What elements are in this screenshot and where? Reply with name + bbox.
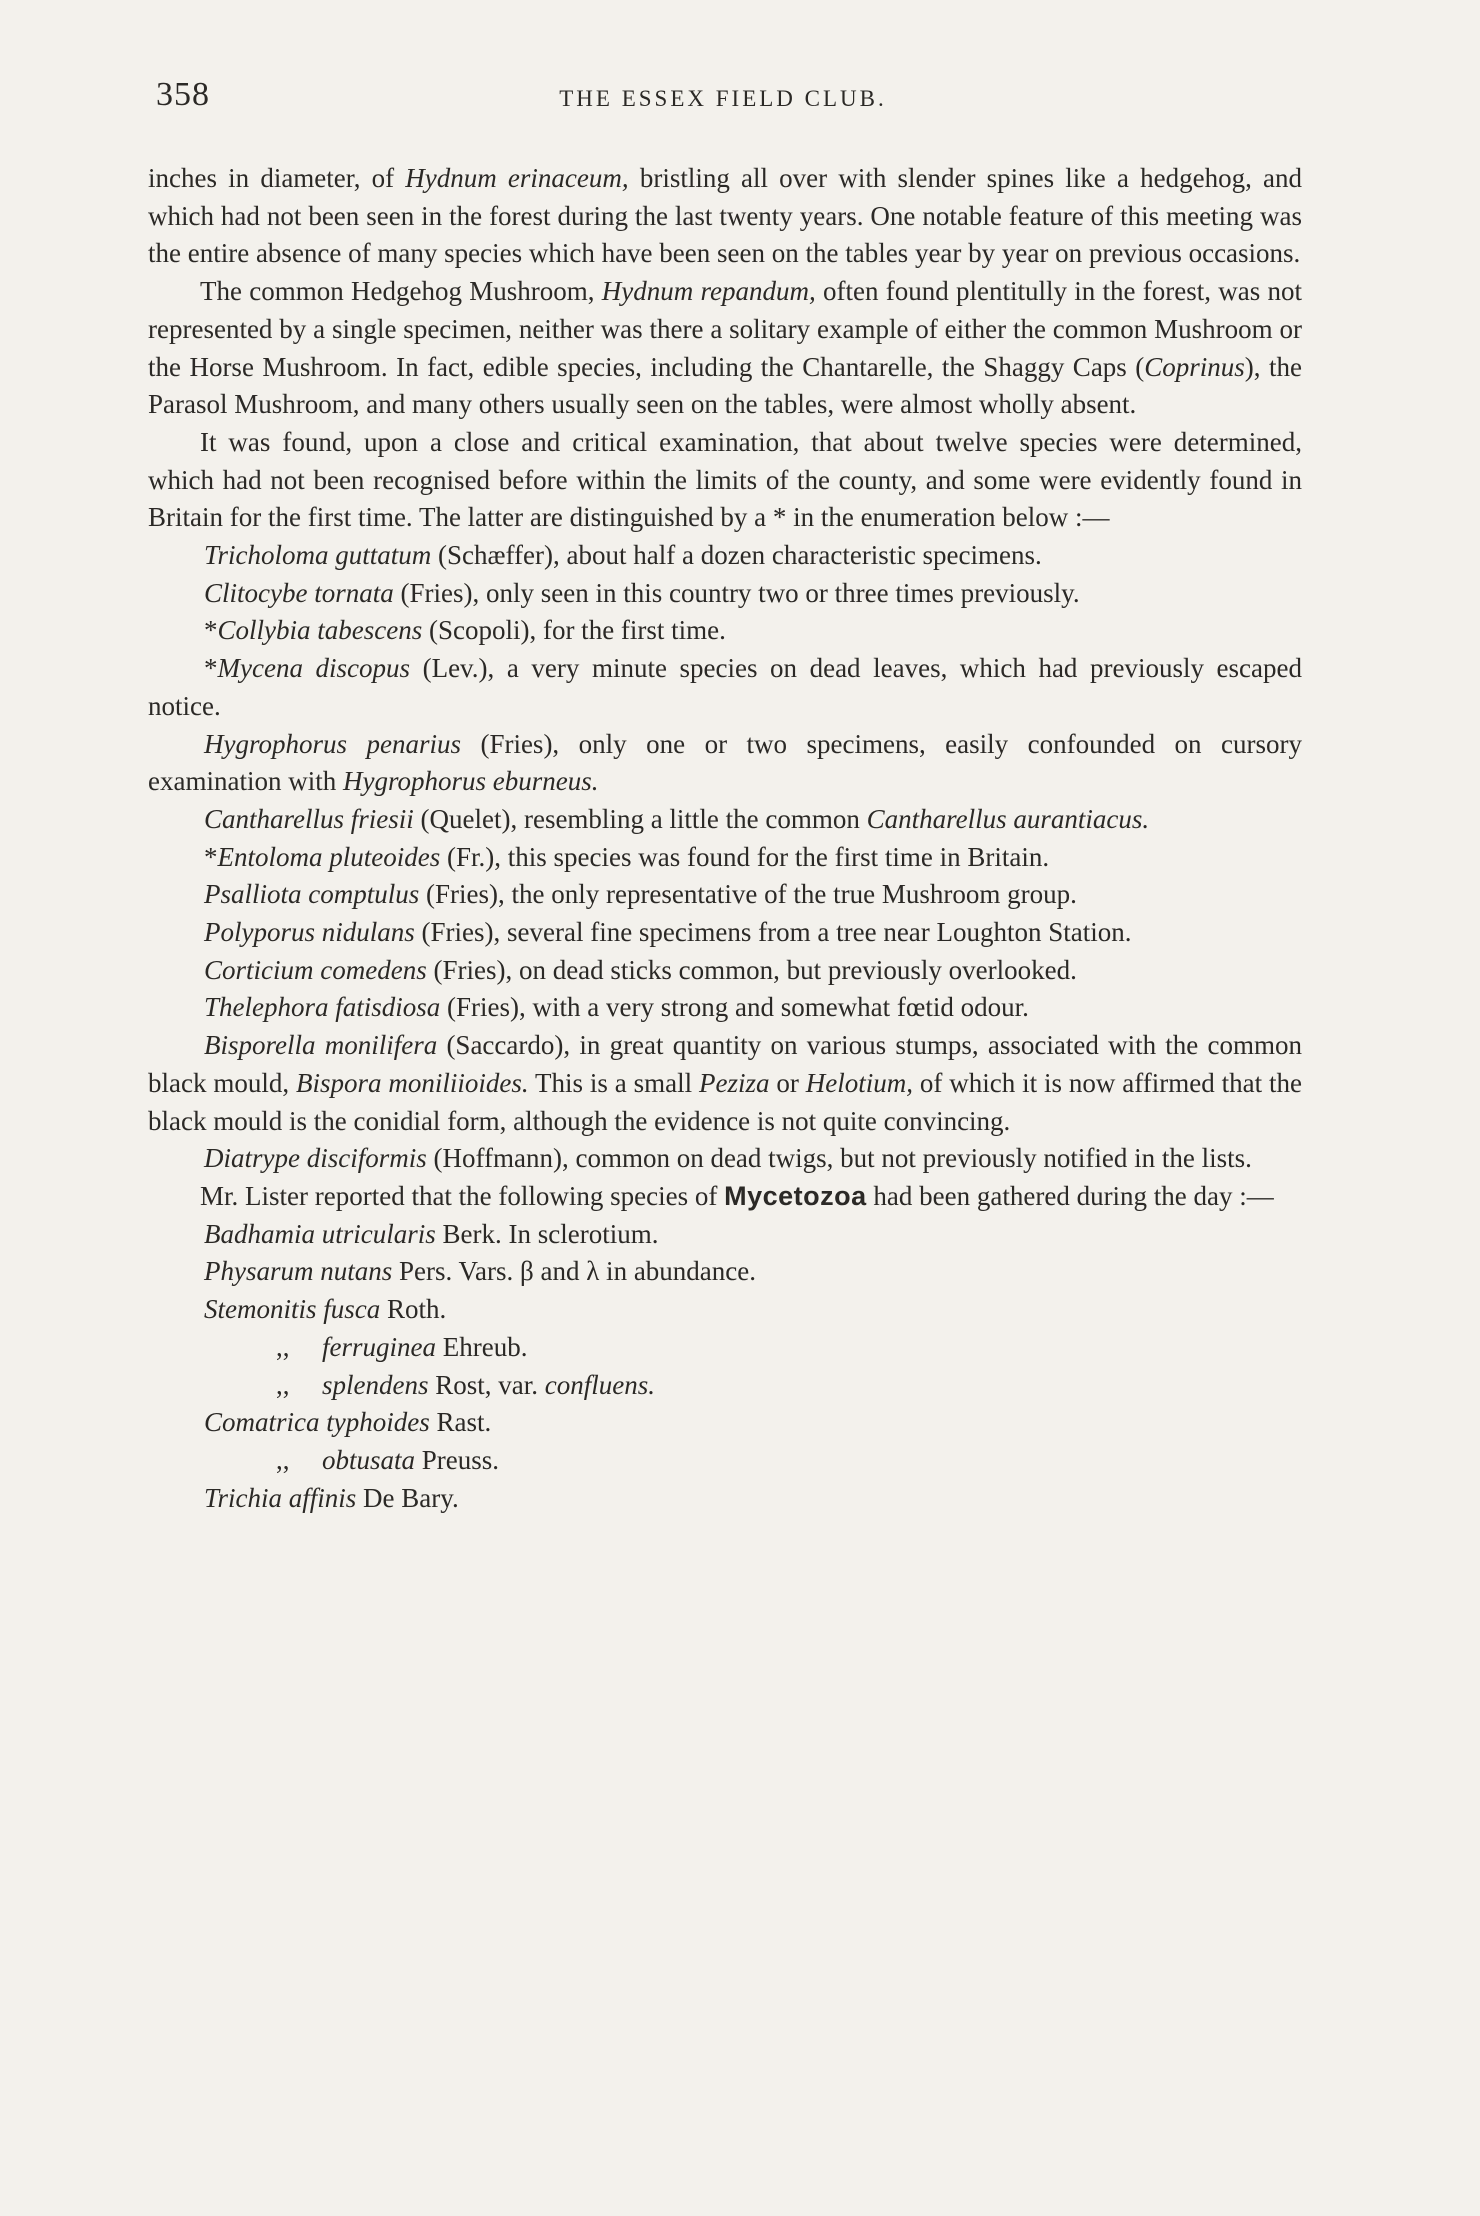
- species-list: [148, 537, 1302, 1178]
- species-entry: [148, 989, 1302, 1027]
- species-name: Diatrype disciformis: [204, 1143, 427, 1174]
- species-entry: [148, 1027, 1302, 1140]
- species-name: Comatrica typhoides: [204, 1407, 430, 1438]
- paragraph-mycetozoa-intro: [148, 1178, 1302, 1216]
- species-note: (Quelet), resembling a little the common: [413, 803, 867, 834]
- species-entry: [148, 726, 1302, 801]
- species-note: (Lev.), a very minute species on dead leaves, which had previously escaped notice.: [148, 653, 1302, 721]
- species-name: Coprinus: [1144, 351, 1245, 382]
- species-note: Rost, var.: [428, 1369, 545, 1400]
- species-entry: [148, 1140, 1302, 1178]
- species-name: Mycena discopus: [217, 653, 411, 684]
- paragraph-hydnum-erinaceum: [148, 160, 1302, 273]
- paragraph-hedgehog-mushroom: [148, 273, 1302, 424]
- species-entry: [148, 839, 1302, 877]
- species-name: Hydnum erinaceum,: [405, 163, 629, 193]
- text-run: inches in diameter, of: [148, 163, 406, 193]
- species-name: ferruginea: [322, 1331, 436, 1362]
- mycetozoa-item: [148, 1367, 1302, 1405]
- mycetozoa-item: [148, 1480, 1302, 1518]
- species-note: (Schæffer), about half a dozen characteristic specimens.: [431, 540, 1042, 571]
- species-name: obtusata: [322, 1444, 416, 1475]
- species-entry: [148, 575, 1302, 613]
- species-note: (Fr.), this species was found for the first time in Britain.: [440, 841, 1050, 872]
- species-name: Hydnum repandum,: [601, 276, 816, 307]
- page-number: 358: [156, 76, 210, 113]
- species-note: Pers. Vars. β and λ in abundance.: [392, 1256, 756, 1287]
- paragraph-new-species-intro: It was found, upon a close and critical examination, that about twelve species were determined, which had not been recognised before within the limits of the county, and some were evidently found in Britain for the first time. The latter are distinguished by a * in the enumeration below :—: [148, 426, 1302, 533]
- species-note: (Fries), with a very strong and somewhat fœtid odour.: [440, 992, 1029, 1023]
- species-name: Bispora moniliioides.: [295, 1067, 529, 1098]
- species-note: Preuss.: [415, 1444, 500, 1475]
- species-note: Berk. In sclerotium.: [435, 1218, 659, 1249]
- mycetozoa-item: [148, 1253, 1302, 1291]
- species-note: Ehreub.: [436, 1331, 528, 1362]
- species-name: Hygrophorus penarius: [204, 728, 461, 759]
- species-note: (Scopoli), for the first time.: [422, 615, 726, 646]
- group-name: Mycetozoa: [724, 1180, 867, 1211]
- species-entry: [148, 612, 1302, 650]
- species-name: Polyporus nidulans: [204, 917, 415, 948]
- species-note: of which it is now affirmed that the black mould is the conidial form, although the evidence is not quite convincing.: [148, 1067, 1302, 1136]
- species-note: (Fries), on dead sticks common, but previously overlooked.: [426, 954, 1077, 985]
- species-entry: [148, 537, 1302, 575]
- species-name: Entoloma pluteoides: [217, 841, 441, 872]
- text-run: The common Hedgehog Mushroom,: [200, 276, 602, 307]
- species-name: Clitocybe tornata: [204, 577, 394, 608]
- species-entry: [148, 914, 1302, 952]
- text-run: ), the Parasol Mushroom, and many others usually seen on the tables, were almost wholly absent.: [148, 351, 1302, 420]
- mycetozoa-item: [148, 1442, 1302, 1480]
- mycetozoa-item: [148, 1216, 1302, 1254]
- page-header: [148, 76, 1298, 120]
- species-name: splendens: [322, 1369, 429, 1400]
- species-note: De Bary.: [356, 1482, 459, 1513]
- species-name: Psalliota comptulus: [204, 879, 420, 910]
- species-name: Stemonitis fusca: [204, 1294, 381, 1325]
- species-name: confluens.: [544, 1369, 655, 1400]
- species-note: (Hoffmann), common on dead twigs, but not previously notified in the lists.: [426, 1143, 1252, 1174]
- species-note: (Fries), only one or two specimens, easily confounded on cursory examination with: [148, 728, 1302, 797]
- mycetozoa-list: [148, 1216, 1302, 1518]
- text-run: often found plentitully in the forest, was not represented by a single specimen, neither was there a solitary example of either the common Mushroom or the Horse Mushroom. In fact, edible species, including the Chantarelle, the Shaggy Caps (: [148, 276, 1303, 382]
- species-name: Tricholoma guttatum: [204, 540, 432, 571]
- text-run: Mr. Lister reported that the following species of: [200, 1180, 725, 1211]
- new-record-mark: *: [204, 653, 218, 684]
- ditto-mark: ,,: [276, 1444, 290, 1475]
- species-name: Peziza: [699, 1067, 770, 1098]
- mycetozoa-item: [148, 1404, 1302, 1442]
- species-name: Helotium,: [805, 1067, 914, 1098]
- mycetozoa-item: [148, 1291, 1302, 1329]
- new-record-mark: *: [204, 841, 218, 872]
- new-record-mark: *: [204, 615, 218, 646]
- species-name: Bisporella monilifera: [204, 1030, 438, 1061]
- species-note: (Fries), only seen in this country two or three times previously.: [393, 577, 1080, 608]
- text-run: bristling all over with slender spines like a hedgehog, and which had not been seen in the forest during the last twenty years. One notable feature of this meeting was the entire absence of many species which have been seen on the tables year by year on previous occasions.: [148, 163, 1302, 269]
- species-name: Corticium comedens: [204, 954, 427, 985]
- page-body: [148, 160, 1302, 1517]
- species-note: (Fries), the only representative of the true Mushroom group.: [419, 879, 1077, 910]
- species-name: Cantharellus friesii: [204, 803, 414, 834]
- text-run: had been gathered during the day :—: [866, 1180, 1274, 1211]
- species-name: Badhamia utricularis: [204, 1218, 436, 1249]
- ditto-mark: ,,: [276, 1369, 290, 1400]
- species-name: Trichia affinis: [204, 1482, 357, 1513]
- species-entry: [148, 650, 1302, 725]
- species-note: (Fries), several fine specimens from a tree near Loughton Station.: [414, 917, 1132, 948]
- species-entry: [148, 801, 1302, 839]
- ditto-mark: ,,: [276, 1331, 290, 1362]
- species-note: (Saccardo), in great quantity on various stumps, associated with the common black mould,: [148, 1030, 1302, 1098]
- species-name: Thelephora fatisdiosa: [204, 992, 441, 1023]
- species-name: Hygrophorus eburneus.: [342, 766, 599, 797]
- species-note: Roth.: [380, 1294, 447, 1325]
- species-name: Collybia tabescens: [217, 615, 423, 646]
- species-entry: [148, 876, 1302, 914]
- species-note: or: [769, 1067, 806, 1098]
- species-entry: [148, 952, 1302, 990]
- species-note: This is a small: [528, 1067, 700, 1098]
- species-note: Rast.: [429, 1407, 492, 1438]
- mycetozoa-item: [148, 1329, 1302, 1367]
- species-name: Physarum nutans: [204, 1256, 393, 1287]
- species-name: Cantharellus aurantiacus.: [866, 803, 1150, 834]
- running-title: THE ESSEX FIELD CLUB.: [559, 86, 887, 111]
